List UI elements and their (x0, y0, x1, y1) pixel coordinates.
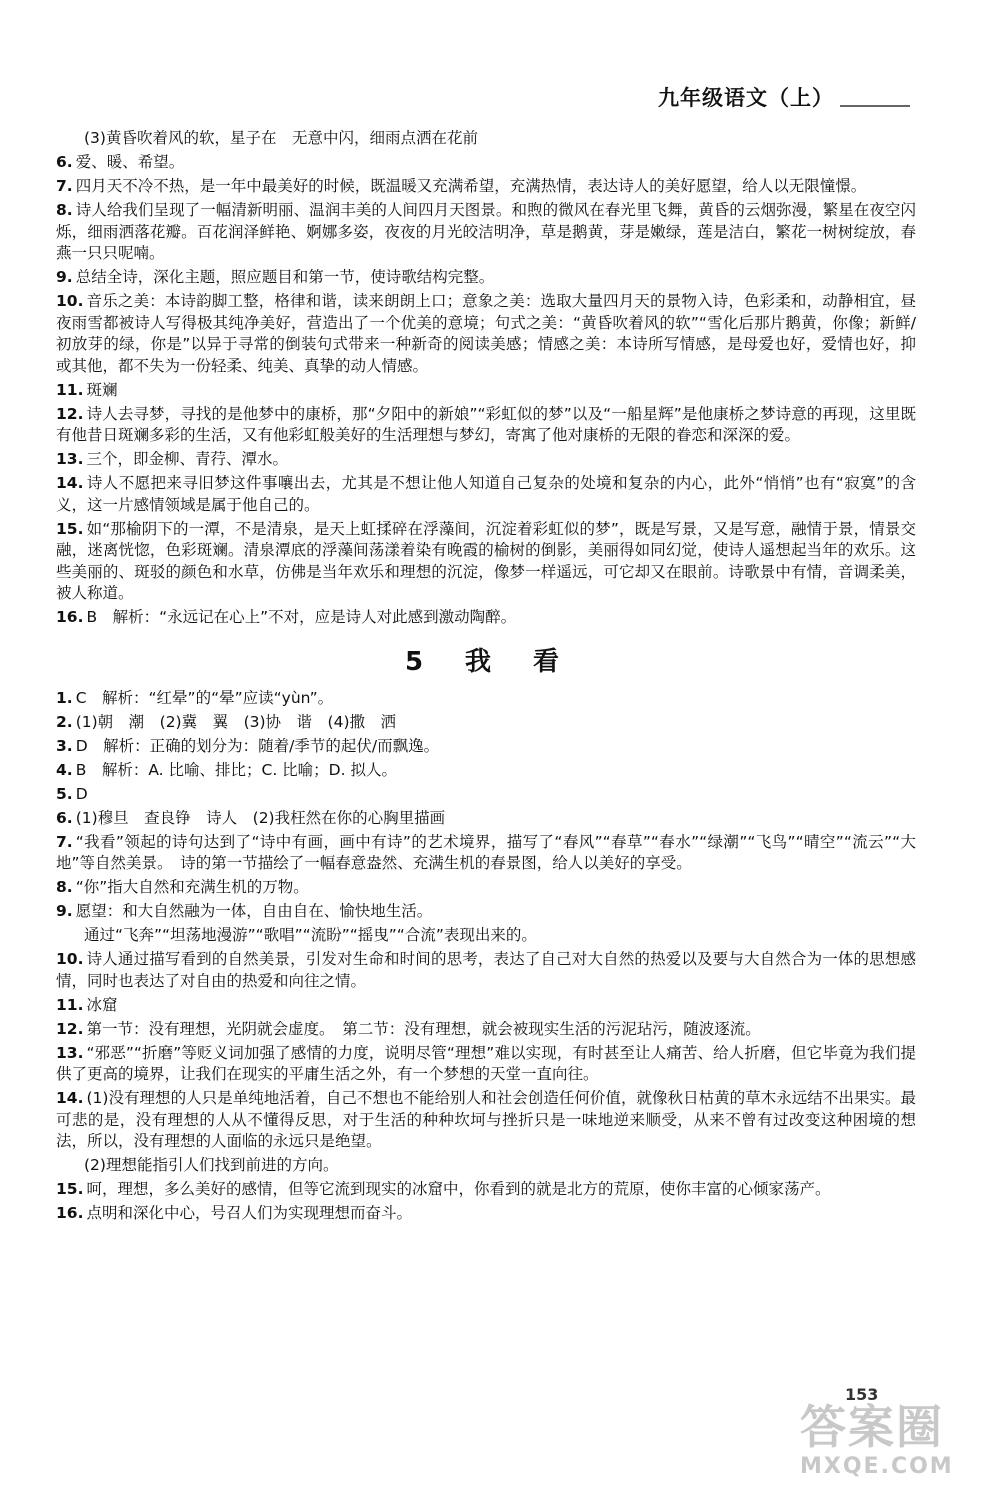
answer-item (56, 736, 916, 758)
answer-text: (1)朝 潮 (2)冀 翼 (3)协 谐 (4)撒 洒 (75, 712, 397, 731)
answer-text: 呵，理想，多么美好的感情，但等它流到现实的冰窟中，你看到的就是北方的荒原，使你丰富的心倾家荡产。 (86, 1180, 831, 1198)
answer-text: 斑斓 (86, 380, 118, 399)
answer-number: 3. (56, 736, 73, 755)
book-title: 九年级语文（上） (658, 86, 834, 110)
answer-item (56, 1043, 916, 1086)
answer-item (56, 1179, 916, 1201)
answer-number: 14. (56, 1089, 84, 1107)
answer-number: 10. (56, 292, 84, 310)
answer-text: 爱、暖、希望。 (75, 153, 185, 171)
answer-item (56, 291, 916, 377)
answers-part-2 (56, 688, 916, 1225)
answer-text: C 解析：“红晕”的“晕”应读“yùn”。 (75, 688, 334, 707)
answer-number: 16. (56, 1204, 84, 1222)
answer-item (56, 949, 916, 992)
answer-number: 10. (56, 950, 84, 968)
answer-number: 15. (56, 1180, 84, 1198)
answer-item (56, 760, 916, 782)
answer-number: 7. (56, 177, 73, 195)
answer-number: 2. (56, 712, 73, 731)
answer-item (56, 712, 916, 734)
answer-number: 16. (56, 608, 84, 626)
answer-number: 9. (56, 902, 73, 920)
answer-item (56, 607, 916, 629)
answer-item (56, 473, 916, 516)
answer-number: 14. (56, 474, 84, 492)
answer-text: 点明和深化中心，号召人们为实现理想而奋斗。 (86, 1204, 412, 1222)
answer-item (56, 808, 916, 830)
answer-number: 5. (56, 784, 73, 803)
answer-text: D 解析：正确的划分为：随着/季节的起伏/而飘逸。 (75, 736, 440, 755)
section-title: 5 我 看 (404, 646, 568, 677)
answer-text: 通过“飞奔”“坦荡地漫游”“歌唱”“流盼”“摇曳”“合流”表现出来的。 (84, 926, 537, 944)
decoration-icon (840, 91, 910, 107)
answer-item (56, 128, 916, 150)
answer-number: 12. (56, 1019, 84, 1038)
answer-item (56, 1019, 916, 1041)
answer-item (56, 404, 916, 447)
answer-item (56, 688, 916, 710)
answers-part-1 (56, 128, 916, 629)
answer-text: 诗人通过描写看到的自然美景，引发对生命和时间的思考，表达了自己对大自然的热爱以及要与大自然合为一体的思想感情，同时也表达了对自由的热爱和向往之情。 (56, 950, 916, 990)
answer-number: 8. (56, 878, 73, 896)
answer-item (56, 832, 916, 875)
answer-number: 15. (56, 519, 84, 538)
answer-text: D (75, 784, 88, 803)
answer-number: 11. (56, 995, 84, 1014)
answer-item (56, 901, 916, 923)
answer-text: “邪恶”“折磨”等贬义词加强了感情的力度，说明尽管“理想”难以实现，有时甚至让人痛苦、给人折磨，但它毕竟为我们提供了更高的境界，让我们在现实的平庸生活之外，有一个梦想的天堂一直向往。 (56, 1043, 916, 1083)
answer-item (56, 200, 916, 265)
answer-text: 四月天不冷不热，是一年中最美好的时候，既温暖又充满希望，充满热情，表达诗人的美好愿望，给人以无限憧憬。 (75, 177, 867, 195)
answer-number: 12. (56, 404, 84, 423)
answer-text: 音乐之美：本诗韵脚工整，格律和谐，读来朗朗上口；意象之美：选取大量四月天的景物入诗，色彩柔和，动静相宜，昼夜雨雪都被诗人写得极其纯净美好，营造出了一个优美的意境；句式之美：“黄昏吹着风的软”“雪化后那片鹅黄，你像；新鲜/初放芽的绿，你是”以异于寻常的倒装句式带来一种新奇的阅读美感；情感之美：本诗所写情感，是母爱也好，爱情也好，抑或其他，都不失为一份轻柔、纯美、真挚的动人情感。 (56, 292, 916, 375)
answer-item (56, 877, 916, 899)
watermark-text: 答案圈 (800, 1400, 944, 1454)
answer-item (56, 1088, 916, 1153)
answer-text: 第一节：没有理想，光阴就会虚度。 第二节：没有理想，就会被现实生活的污泥玷污，随波逐流。 (86, 1019, 761, 1038)
page-number: 153 (845, 1385, 879, 1404)
answer-text: (1)没有理想的人只是单纯地活着，自己不想也不能给别人和社会创造任何价值，就像秋日枯黄的草木永远结不出果实。最可悲的是，没有理想的人从不懂得反思，对于生活的种种坎坷与挫折只是一味地逆来顺受，从来不曾有过改变这种困境的想法，所以，没有理想的人面临的永远只是绝望。 (56, 1089, 916, 1150)
watermark-url: MXQE.COM (800, 1454, 954, 1479)
answer-text: 三个，即金柳、青荇、潭水。 (86, 450, 288, 468)
answer-text: 愿望：和大自然融为一体，自由自在、愉快地生活。 (75, 902, 433, 920)
answer-text: (2)理想能指引人们找到前进的方向。 (84, 1156, 339, 1174)
answer-text: 总结全诗，深化主题，照应题目和第一节，使诗歌结构完整。 (75, 268, 495, 286)
answer-number: 13. (56, 1043, 84, 1062)
answer-item (56, 176, 916, 198)
answer-content (56, 128, 916, 1227)
answer-number: 6. (56, 153, 73, 171)
answer-number: 4. (56, 760, 73, 779)
answer-number: 13. (56, 450, 84, 468)
answer-item (56, 519, 916, 605)
answer-text: 诗人不愿把来寻旧梦这件事嚷出去，尤其是不想让他人知道自己复杂的处境和复杂的内心，此外“悄悄”也有“寂寞”的含义，这一片感情领域是属于他自己的。 (56, 474, 916, 514)
answer-item (56, 925, 916, 947)
answer-item (56, 784, 916, 806)
answer-number: 11. (56, 380, 84, 399)
answer-number: 9. (56, 268, 73, 286)
answer-item (56, 267, 916, 289)
answer-item (56, 1155, 916, 1177)
answer-text: B 解析：A. 比喻、排比；C. 比喻；D. 拟人。 (75, 760, 397, 779)
answer-number: 7. (56, 832, 73, 851)
page-header (658, 82, 910, 112)
watermark-logo (800, 1400, 990, 1485)
answer-text: 诗人给我们呈现了一幅清新明丽、温润丰美的人间四月天图景。和煦的微风在春光里飞舞，黄昏的云烟弥漫，繁星在夜空闪烁，细雨洒落花瓣。百花润泽鲜艳、婀娜多姿，夜夜的月光皎洁明净，草是鹅黄，芽是嫩绿，莲是洁白，繁花一树树绽放，春燕一只只呢喃。 (56, 201, 916, 262)
answer-number: 6. (56, 808, 73, 827)
answer-number: 8. (56, 201, 73, 219)
answer-item (56, 152, 916, 174)
answer-item (56, 995, 916, 1017)
answer-text: 诗人去寻梦，寻找的是他梦中的康桥，那“夕阳中的新娘”“彩虹似的梦”以及“一船星辉”是他康桥之梦诗意的再现，这里既有他昔日斑斓多彩的生活，又有他彩虹般美好的生活理想与梦幻，寄寓了他对康桥的无限的眷恋和深深的爱。 (56, 404, 916, 444)
answer-text: 冰窟 (86, 995, 118, 1014)
answer-text: “我看”领起的诗句达到了“诗中有画，画中有诗”的艺术境界，描写了“春风”“春草”“春水”“绿潮”“飞鸟”“晴空”“流云”“大地”等自然美景。 诗的第一节描绘了一幅春意盎然、充满生机的春景图，给人以美好的享受。 (56, 832, 916, 872)
answer-item (56, 449, 916, 471)
answer-number: 1. (56, 688, 73, 707)
answer-text: “你”指大自然和充满生机的万物。 (75, 878, 309, 896)
answer-text: 如“那榆阴下的一潭，不是清泉，是天上虹揉碎在浮藻间，沉淀着彩虹似的梦”，既是写景，又是写意，融情于景，情景交融，迷离恍惚，色彩斑斓。清泉潭底的浮藻间荡漾着染有晚霞的榆树的倒影，美丽得如同幻觉，使诗人遥想起当年的欢乐。这些美丽的、斑驳的颜色和水草，仿佛是当年欢乐和理想的沉淀，像梦一样遥远，可它却又在眼前。诗歌景中有情，音调柔美，被人称道。 (56, 519, 916, 602)
answer-text: (1)穆旦 查良铮 诗人 (2)我枉然在你的心胸里描画 (75, 808, 446, 827)
answer-item (56, 1203, 916, 1225)
answer-item (56, 380, 916, 402)
answer-text: B 解析：“永远记在心上”不对，应是诗人对此感到激动陶醉。 (86, 608, 517, 626)
answer-text: (3)黄昏吹着风的软，星子在 无意中闪，细雨点洒在花前 (84, 129, 478, 147)
